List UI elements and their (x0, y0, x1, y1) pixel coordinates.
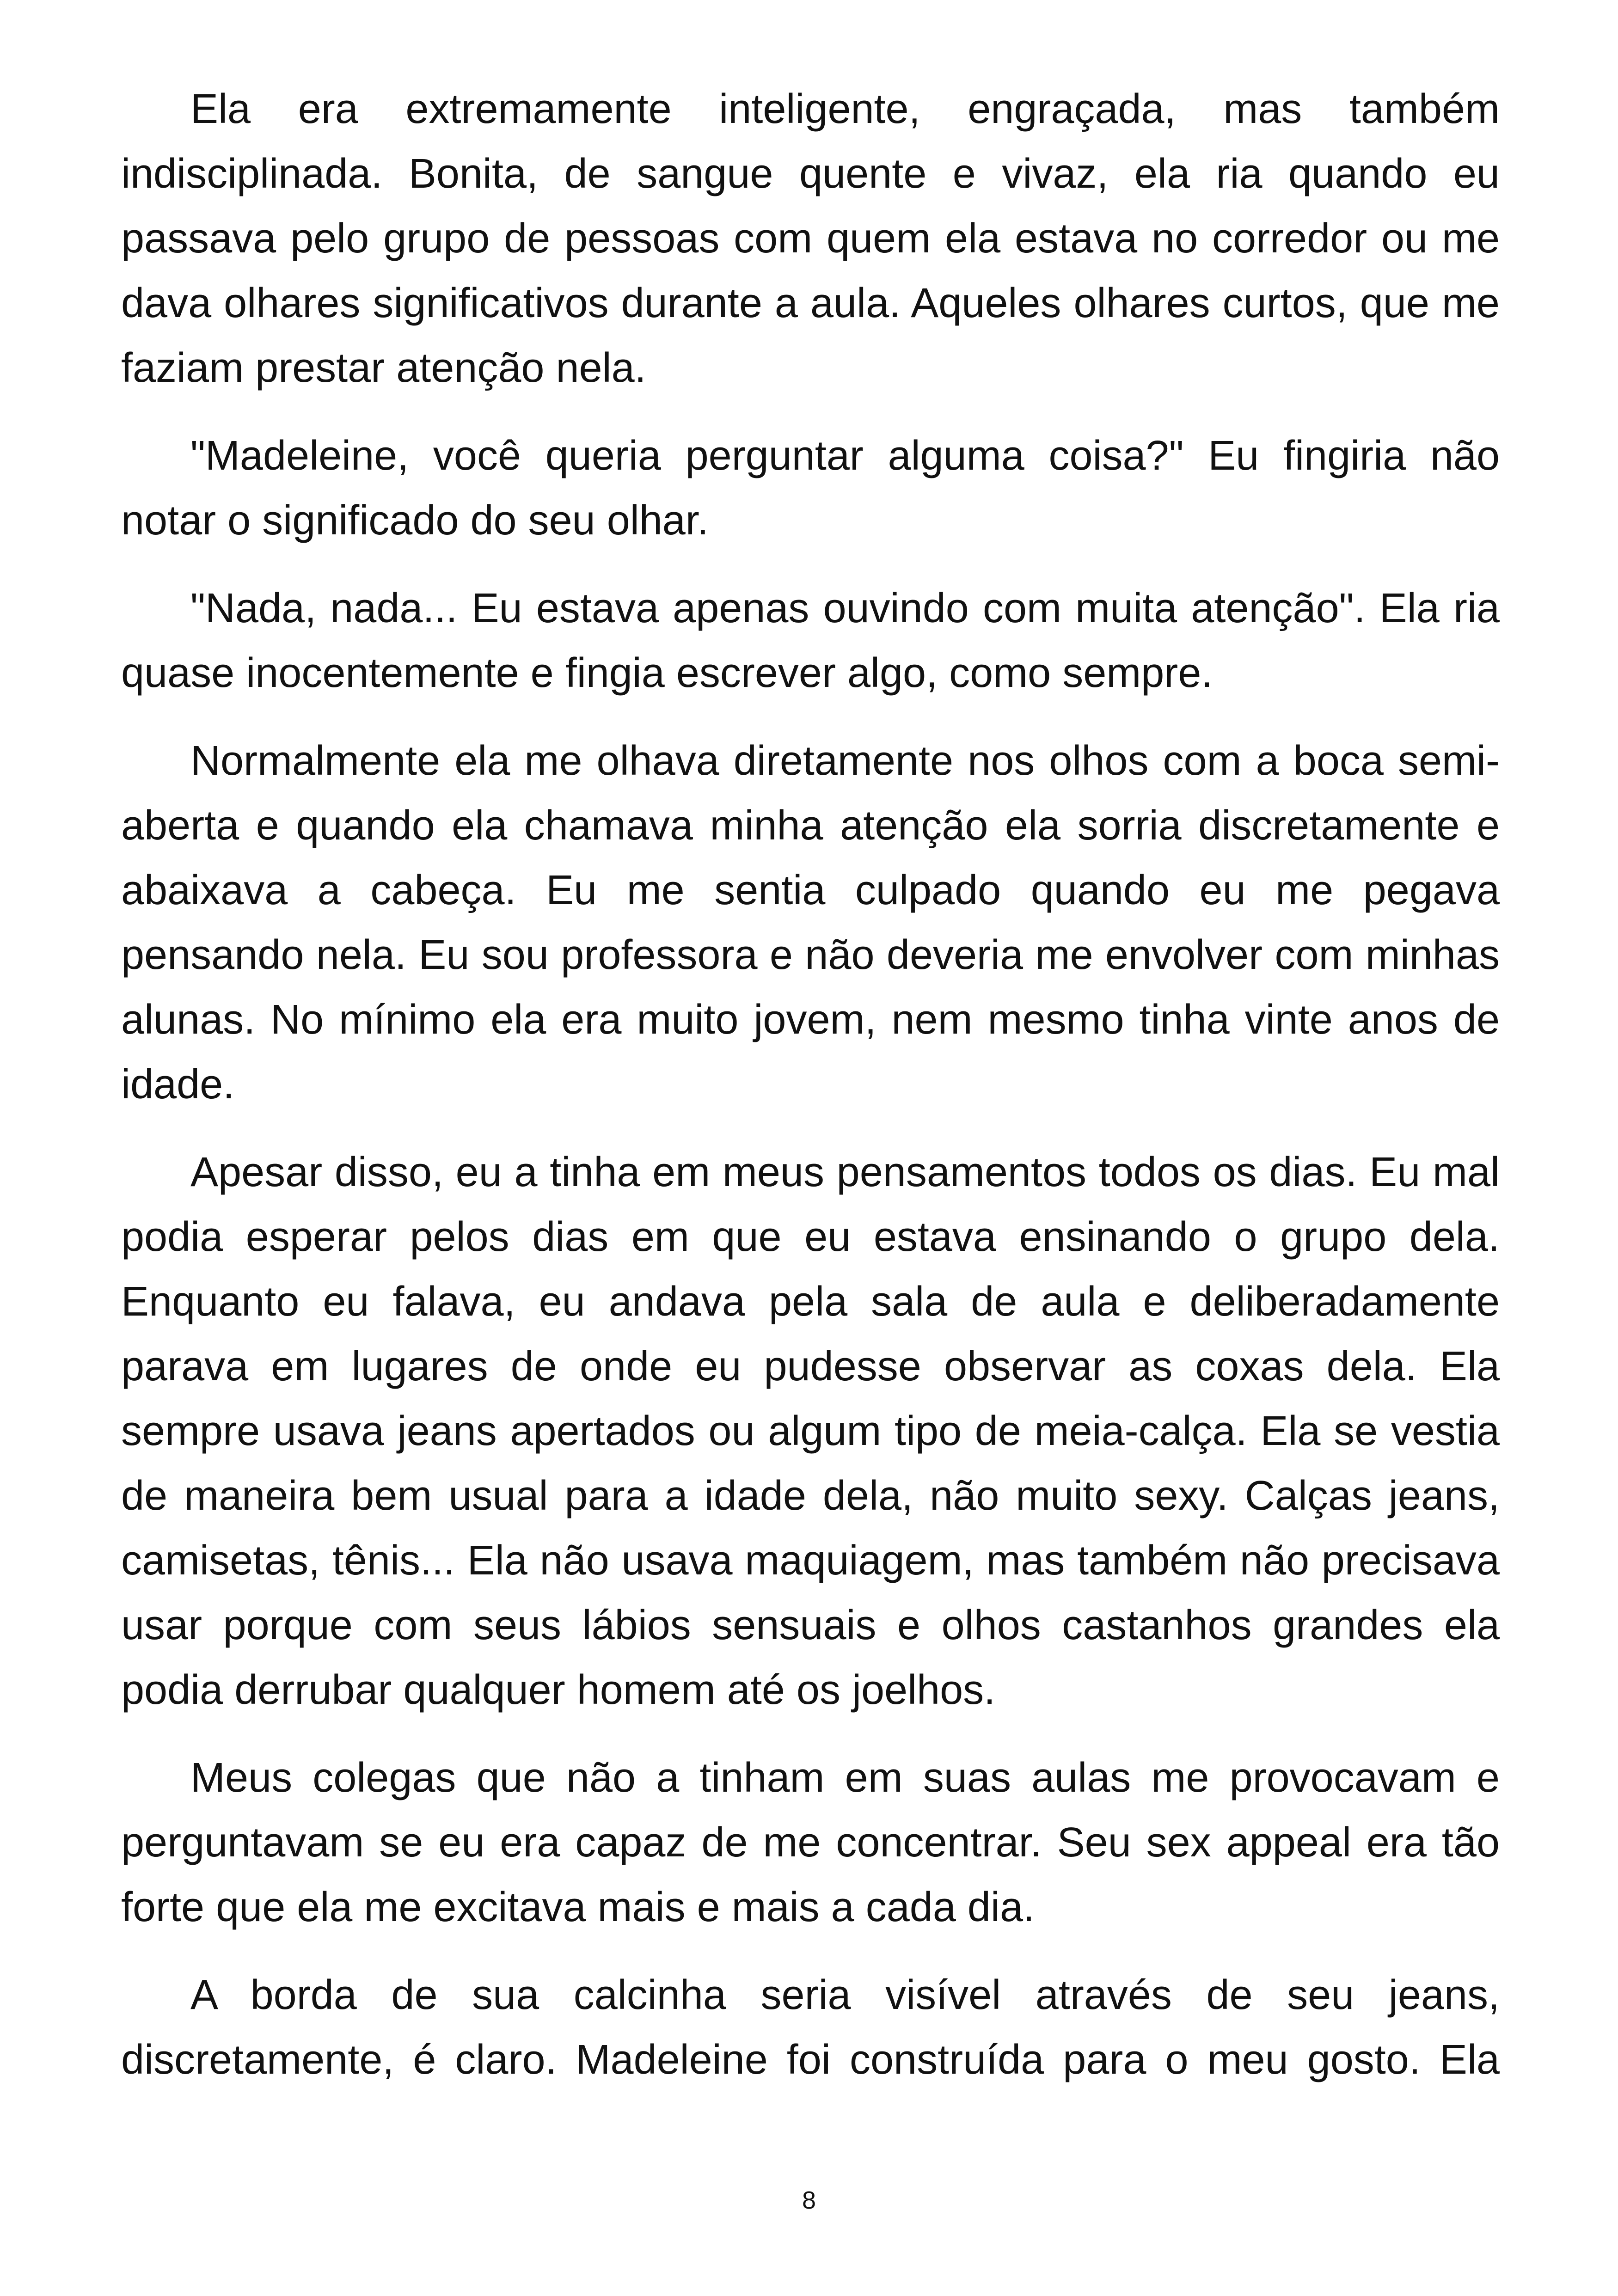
page-number: 8 (802, 2186, 816, 2214)
paragraph-7: A borda de sua calcinha seria visível através de seu jeans, discretamente, é claro. Madeleine foi construída para o meu gosto. Ela (121, 1972, 1500, 2083)
body-text (121, 77, 1500, 2115)
paragraph-2: "Madeleine, você queria perguntar alguma coisa?" Eu fingiria não notar o significado do seu olhar. (121, 433, 1500, 544)
paragraph-4: Normalmente ela me olhava diretamente nos olhos com a boca semi-aberta e quando ela chamava minha atenção ela sorria discretamente e abaixava a cabeça. Eu me sentia culpado quando eu me pegava pensando nela. Eu sou professora e não deveria me envolver com minhas alunas. No mínimo ela era muito jovem, nem mesmo tinha vinte anos de idade. (121, 738, 1500, 1108)
paragraph-6: Meus colegas que não a tinham em suas aulas me provocavam e perguntavam se eu era capaz de me concentrar. Seu sex appeal era tão forte que ela me excitava mais e mais a cada dia. (121, 1755, 1500, 1930)
paragraph-3: "Nada, nada... Eu estava apenas ouvindo com muita atenção". Ela ria quase inocentemente e fingia escrever algo, como sempre. (121, 585, 1500, 696)
paragraph-1: Ela era extremamente inteligente, engraçada, mas também indisciplinada. Bonita, de sangue quente e vivaz, ela ria quando eu passava pelo grupo de pessoas com quem ela estava no corredor ou me dava olhares significativos durante a aula. Aqueles olhares curtos, que me faziam prestar atenção nela. (121, 86, 1500, 391)
paragraph-5: Apesar disso, eu a tinha em meus pensamentos todos os dias. Eu mal podia esperar pelos dias em que eu estava ensinando o grupo dela. Enquanto eu falava, eu andava pela sala de aula e deliberadamente parava em lugares de onde eu pudesse observar as coxas dela. Ela sempre usava jeans apertados ou algum tipo de meia-calça. Ela se vestia de maneira bem usual para a idade dela, não muito sexy. Calças jeans, camisetas, tênis... Ela não usava maquiagem, mas também não precisava usar porque com seus lábios sensuais e olhos castanhos grandes ela podia derrubar qualquer homem até os joelhos. (121, 1149, 1500, 1713)
